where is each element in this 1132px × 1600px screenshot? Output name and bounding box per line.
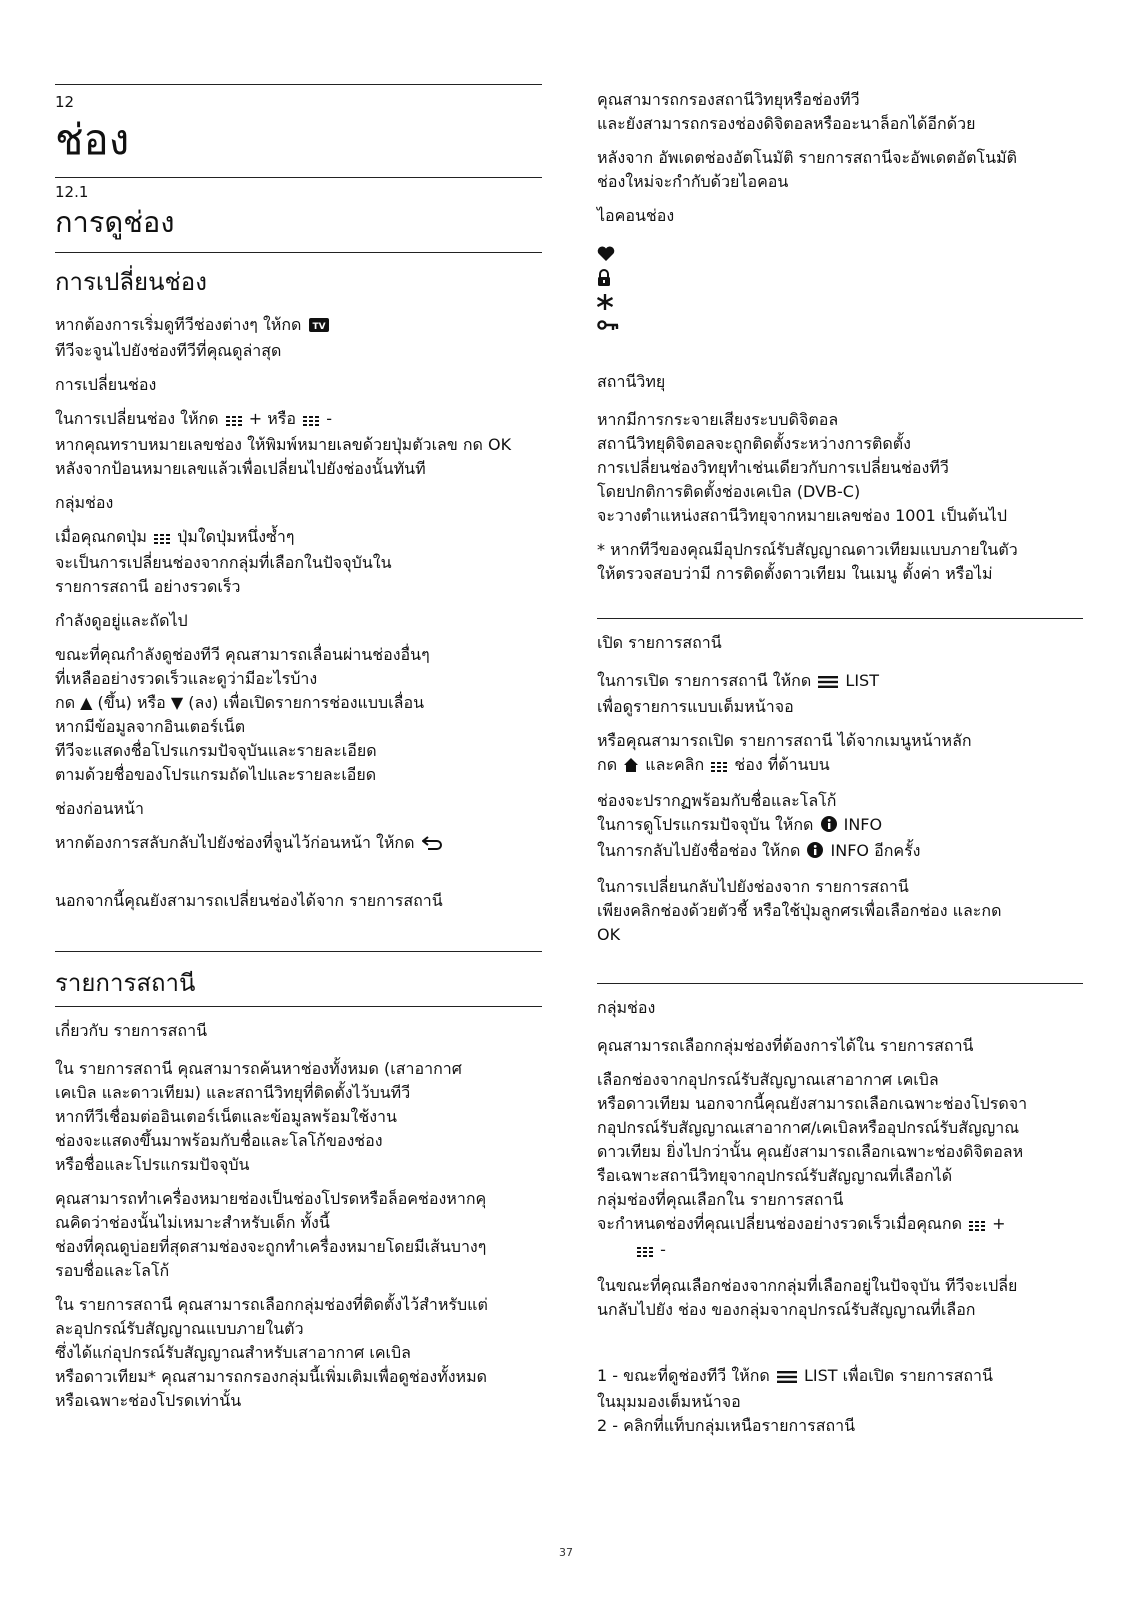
intro-paragraph xyxy=(55,313,542,363)
filter-line: คุณสามารถกรองสถานีวิทยุหรือช่องทีวี xyxy=(597,90,860,109)
about-p3-line: หรือดาวเทียม* คุณสามารถกรองกลุ่มนี้เพิ่มเติมเพื่อดูช่องทั้งหมด xyxy=(55,1367,488,1386)
now-line-2: ที่เหลืออย่างรวดเร็วและดูว่ามีอะไรบ้าง xyxy=(55,669,318,688)
filter-line: และยังสามารถกรองช่องดิจิตอลหรืออะนาล็อกได้อีกด้วย xyxy=(597,114,976,133)
group-line-3: รายการสถานี อย่างรวดเร็ว xyxy=(55,577,241,596)
group-text-a: เมื่อคุณกดปุ่ม xyxy=(55,527,147,546)
open-list-paragraph-2 xyxy=(597,729,1083,779)
back-icon xyxy=(422,833,444,857)
groups-paragraph-1: คุณสามารถเลือกกลุ่มช่องที่ต้องการได้ใน รายการสถานี xyxy=(597,1036,974,1055)
groups-paragraph-3 xyxy=(597,1274,1083,1322)
groups-heading: กลุ่มช่อง xyxy=(597,998,656,1017)
update-line: ช่องใหม่จะกำกับด้วยไอคอน xyxy=(597,172,789,191)
icons-heading: ไอคอนช่อง xyxy=(597,206,675,225)
groups-line: หรือดาวเทียม นอกจากนี้คุณยังสามารถเลือกเฉพาะช่องโปรดจา xyxy=(597,1094,1028,1113)
channel-top-text: ช่อง ที่ด้านบน xyxy=(734,755,830,774)
groups-quick-text: จะกำหนดช่องที่คุณเปลี่ยนช่องอย่างรวดเร็วเมื่อคุณกด xyxy=(597,1214,962,1233)
prev-paragraph xyxy=(55,831,542,857)
about-p3-line: ซึ่งได้แก่อุปกรณ์รับสัญญาณสำหรับเสาอากาศ เคเบิล xyxy=(55,1343,411,1362)
svg-text:TV: TV xyxy=(311,322,326,332)
section-number: 12.1 xyxy=(55,183,89,201)
about-p1-line: หรือชื่อและโปรแกรมปัจจุบัน xyxy=(55,1155,250,1174)
group-line-2: จะเป็นการเปลี่ยนช่องจากกลุ่มที่เลือกในปัจจุบันใน xyxy=(55,553,392,572)
group-heading: กลุ่มช่อง xyxy=(55,493,114,512)
change-heading: การเปลี่ยนช่อง xyxy=(55,375,157,394)
home-icon xyxy=(624,755,638,779)
update-paragraph xyxy=(597,146,1083,194)
open-text-c: เพื่อดูรายการแบบเต็มหน้าจอ xyxy=(597,697,794,716)
radio-line: สถานีวิทยุดิจิตอลจะถูกติดตั้งระหว่างการติดตั้ง xyxy=(597,434,911,453)
channel-grid-icon xyxy=(637,1240,653,1264)
press-text: กด xyxy=(597,755,618,774)
change-text-a: ในการเปลี่ยนช่อง ให้กด xyxy=(55,409,219,428)
groups-line: กอุปกรณ์รับสัญญาณเสาอากาศ/เคเบิลหรืออุปกรณ์รับสัญญาณ xyxy=(597,1118,1020,1137)
prev-text: หากต้องการสลับกลับไปยังช่องที่จูนไว้ก่อนหน้า ให้กด xyxy=(55,833,415,852)
intro-line-1: หากต้องการเริ่มดูทีวีช่องต่างๆ ให้กด xyxy=(55,315,302,334)
about-paragraph-2 xyxy=(55,1187,542,1283)
about-paragraph-3 xyxy=(55,1293,542,1413)
about-p2-line: รอบชื่อและโลโก้ xyxy=(55,1261,170,1280)
open-list-heading: เปิด รายการสถานี xyxy=(597,633,722,652)
info-text-a: ในการดูโปรแกรมปัจจุบัน ให้กด xyxy=(597,815,814,834)
now-heading: กำลังดูอยู่และถัดไป xyxy=(55,611,188,630)
update-line: หลังจาก อัพเดตช่องอัตโนมัติ รายการสถานีจะอัพเดตอัตโนมัติ xyxy=(597,148,1017,167)
satellite-note-line: ให้ตรวจสอบว่ามี การติดตั้งดาวเทียม ในเมนู ตั้งค่า หรือไม่ xyxy=(597,564,993,583)
chapter-number: 12 xyxy=(55,93,75,111)
change-paragraph xyxy=(55,407,542,481)
channel-grid-icon xyxy=(303,409,319,433)
about-heading: เกี่ยวกับ รายการสถานี xyxy=(55,1021,208,1040)
groups-minus: - xyxy=(660,1240,666,1259)
filter-paragraph xyxy=(597,88,1083,136)
info-text-b: ในการกลับไปยังชื่อช่อง ให้กด xyxy=(597,841,801,860)
logo-text: ช่องจะปรากฏพร้อมกับชื่อและโลโก้ xyxy=(597,791,837,810)
groups-line: ดาวเทียม ยิ่งไปกว่านั้น คุณยังสามารถเลือกเฉพาะช่องดิจิตอลห xyxy=(597,1142,1024,1161)
channel-icons-list xyxy=(597,242,1083,338)
about-p2-line: ณคิดว่าช่องนั้นไม่เหมาะสำหรับเด็ก ทั้งนี้ xyxy=(55,1213,330,1232)
about-paragraph-1 xyxy=(55,1057,542,1177)
star-icon xyxy=(597,290,1083,314)
groups-rule xyxy=(597,983,1083,984)
tv-icon xyxy=(309,315,329,339)
channel-list-rule-2 xyxy=(55,1006,542,1007)
channel-grid-icon xyxy=(711,755,727,779)
step-1-text-c: ในมุมมองเต็มหน้าจอ xyxy=(597,1392,741,1411)
open-list-paragraph-3 xyxy=(597,789,1083,865)
info-icon xyxy=(821,815,837,839)
info-label: INFO xyxy=(843,815,883,834)
step-1-text-a: 1 - ขณะที่ดูช่องทีวี ให้กด xyxy=(597,1366,770,1385)
satellite-note-line: * หากทีวีของคุณมีอุปกรณ์รับสัญญาณดาวเทียมแบบภายในตัว xyxy=(597,540,1018,559)
groups-p3-line: ในขณะที่คุณเลือกช่องจากกลุ่มที่เลือกอยู่ในปัจจุบัน ทีวีจะเปลี่ย xyxy=(597,1276,1018,1295)
page-number: 37 xyxy=(559,1546,573,1559)
groups-p3-line: นกลับไปยัง ช่อง ของกลุ่มจากอุปกรณ์รับสัญญาณที่เลือก xyxy=(597,1300,976,1319)
list-icon xyxy=(777,1366,797,1390)
radio-line: โดยปกติการติดตั้งช่องเคเบิล (DVB-C) xyxy=(597,482,861,501)
about-p1-line: หากทีวีเชื่อมต่ออินเตอร์เน็ตและข้อมูลพร้อมใช้งาน xyxy=(55,1107,397,1126)
prev-heading: ช่องก่อนหน้า xyxy=(55,799,144,818)
left-column xyxy=(55,84,542,1423)
groups-line: เลือกช่องจากอุปกรณ์รับสัญญาณเสาอากาศ เคเบิล xyxy=(597,1070,939,1089)
radio-line: หากมีการกระจายเสียงระบบดิจิตอล xyxy=(597,410,839,429)
groups-paragraph-2 xyxy=(597,1068,1083,1264)
satellite-note xyxy=(597,538,1083,586)
click-text: และคลิก xyxy=(645,755,705,774)
heart-icon xyxy=(597,242,1083,266)
subsection-title-switching: การเปลี่ยนช่อง xyxy=(55,268,207,296)
step-2-text: 2 - คลิกที่แท็บกลุ่มเหนือรายการสถานี xyxy=(597,1416,856,1435)
open-text-a: ในการเปิด รายการสถานี ให้กด xyxy=(597,671,812,690)
change-text-b: + หรือ xyxy=(248,409,296,428)
now-line-5: ทีวีจะแสดงชื่อโปรแกรมปัจจุบันและรายละเอียด xyxy=(55,741,377,760)
groups-steps xyxy=(597,1364,1083,1438)
lock-icon xyxy=(597,266,1083,290)
open-list-paragraph-1 xyxy=(597,669,1083,719)
open-text-home: หรือคุณสามารถเปิด รายการสถานี ได้จากเมนูหน้าหลัก xyxy=(597,731,972,750)
about-p3-line: หรือเฉพาะช่องโปรดเท่านั้น xyxy=(55,1391,242,1410)
chapter-title: ช่อง xyxy=(55,115,130,164)
about-p3-line: ละอุปกรณ์รับสัญญาณแบบภายในตัว xyxy=(55,1319,304,1338)
group-text-b: ปุ่มใดปุ่มหนึ่งซ้ำๆ xyxy=(177,527,295,546)
radio-line: จะวางตำแหน่งสถานีวิทยุจากหมายเลขช่อง 1001 เป็นต้นไป xyxy=(597,506,1007,525)
about-p3-line: ใน รายการสถานี คุณสามารถเลือกกลุ่มช่องที่ติดตั้งไว้สำหรับแต่ xyxy=(55,1295,488,1314)
about-p1-line: ช่องจะแสดงขึ้นมาพร้อมกับชื่อและโลโก้ของช่อง xyxy=(55,1131,383,1150)
switch-back-line: OK xyxy=(597,925,621,944)
groups-line: กลุ่มช่องที่คุณเลือกใน รายการสถานี xyxy=(597,1190,844,1209)
key-icon xyxy=(597,314,1083,338)
open-list-rule xyxy=(597,618,1083,619)
now-paragraph xyxy=(55,643,542,787)
now-line-4: หากมีข้อมูลจากอินเตอร์เน็ต xyxy=(55,717,246,736)
group-paragraph xyxy=(55,525,542,599)
radio-line: การเปลี่ยนช่องวิทยุทำเช่นเดียวกับการเปลี่ยนช่องทีวี xyxy=(597,458,949,477)
change-text-c: - xyxy=(326,409,332,428)
info-again-label: INFO อีกครั้ง xyxy=(830,841,921,860)
open-list-paragraph-4 xyxy=(597,875,1083,947)
about-p2-line: คุณสามารถทำเครื่องหมายช่องเป็นช่องโปรดหรือล็อคช่องหากคุ xyxy=(55,1189,487,1208)
subsection-title-channel-list: รายการสถานี xyxy=(55,969,196,997)
now-line-6: ตามด้วยชื่อของโปรแกรมถัดไปและรายละเอียด xyxy=(55,765,377,784)
about-p1-line: ใน รายการสถานี คุณสามารถค้นหาช่องทั้งหมด (เสาอากาศ xyxy=(55,1059,462,1078)
now-line-1: ขณะที่คุณกำลังดูช่องทีวี คุณสามารถเลื่อนผ่านช่องอื่นๆ xyxy=(55,645,430,664)
section-title: การดูช่อง xyxy=(55,205,175,239)
groups-plus: + xyxy=(992,1214,1006,1233)
radio-heading: สถานีวิทยุ xyxy=(597,372,666,391)
now-line-3: กด ▲ (ขึ้น) หรือ ▼ (ลง) เพื่อเปิดรายการช่องแบบเลื่อน xyxy=(55,693,424,712)
channel-grid-icon xyxy=(154,527,170,551)
channel-grid-icon xyxy=(226,409,242,433)
info-icon xyxy=(807,841,823,865)
groups-line: รือเฉพาะสถานีวิทยุจากอุปกรณ์รับสัญญาณที่เลือกได้ xyxy=(597,1166,953,1185)
switch-back-line: ในการเปลี่ยนกลับไปยังช่องจาก รายการสถานี xyxy=(597,877,909,896)
radio-paragraph xyxy=(597,408,1083,528)
open-text-b: LIST xyxy=(845,671,879,690)
channel-grid-icon xyxy=(969,1214,985,1238)
right-column xyxy=(597,88,1083,1448)
about-p1-line: เคเบิล และดาวเทียม) และสถานีวิทยุที่ติดตั้งไว้บนทีวี xyxy=(55,1083,411,1102)
also-line: นอกจากนี้คุณยังสามารถเปลี่ยนช่องได้จาก รายการสถานี xyxy=(55,891,443,910)
change-line-2: หากคุณทราบหมายเลขช่อง ให้พิมพ์หมายเลขด้วยปุ่มตัวเลข กด OK หลังจากป้อนหมายเลขแล้วเพื่อเปลี่ยนไปยังช่องนั้นทันที xyxy=(55,435,512,478)
list-icon xyxy=(818,671,838,695)
about-p2-line: ช่องที่คุณดูบ่อยที่สุดสามช่องจะถูกทำเครื่องหมายโดยมีเส้นบางๆ xyxy=(55,1237,487,1256)
intro-line-2: ทีวีจะจูนไปยังช่องทีวีที่คุณดูล่าสุด xyxy=(55,341,282,360)
switch-back-line: เพียงคลิกช่องด้วยตัวชี้ หรือใช้ปุ่มลูกศรเพื่อเลือกช่อง และกด xyxy=(597,901,1002,920)
step-1-text-b: LIST เพื่อเปิด รายการสถานี xyxy=(803,1366,993,1385)
